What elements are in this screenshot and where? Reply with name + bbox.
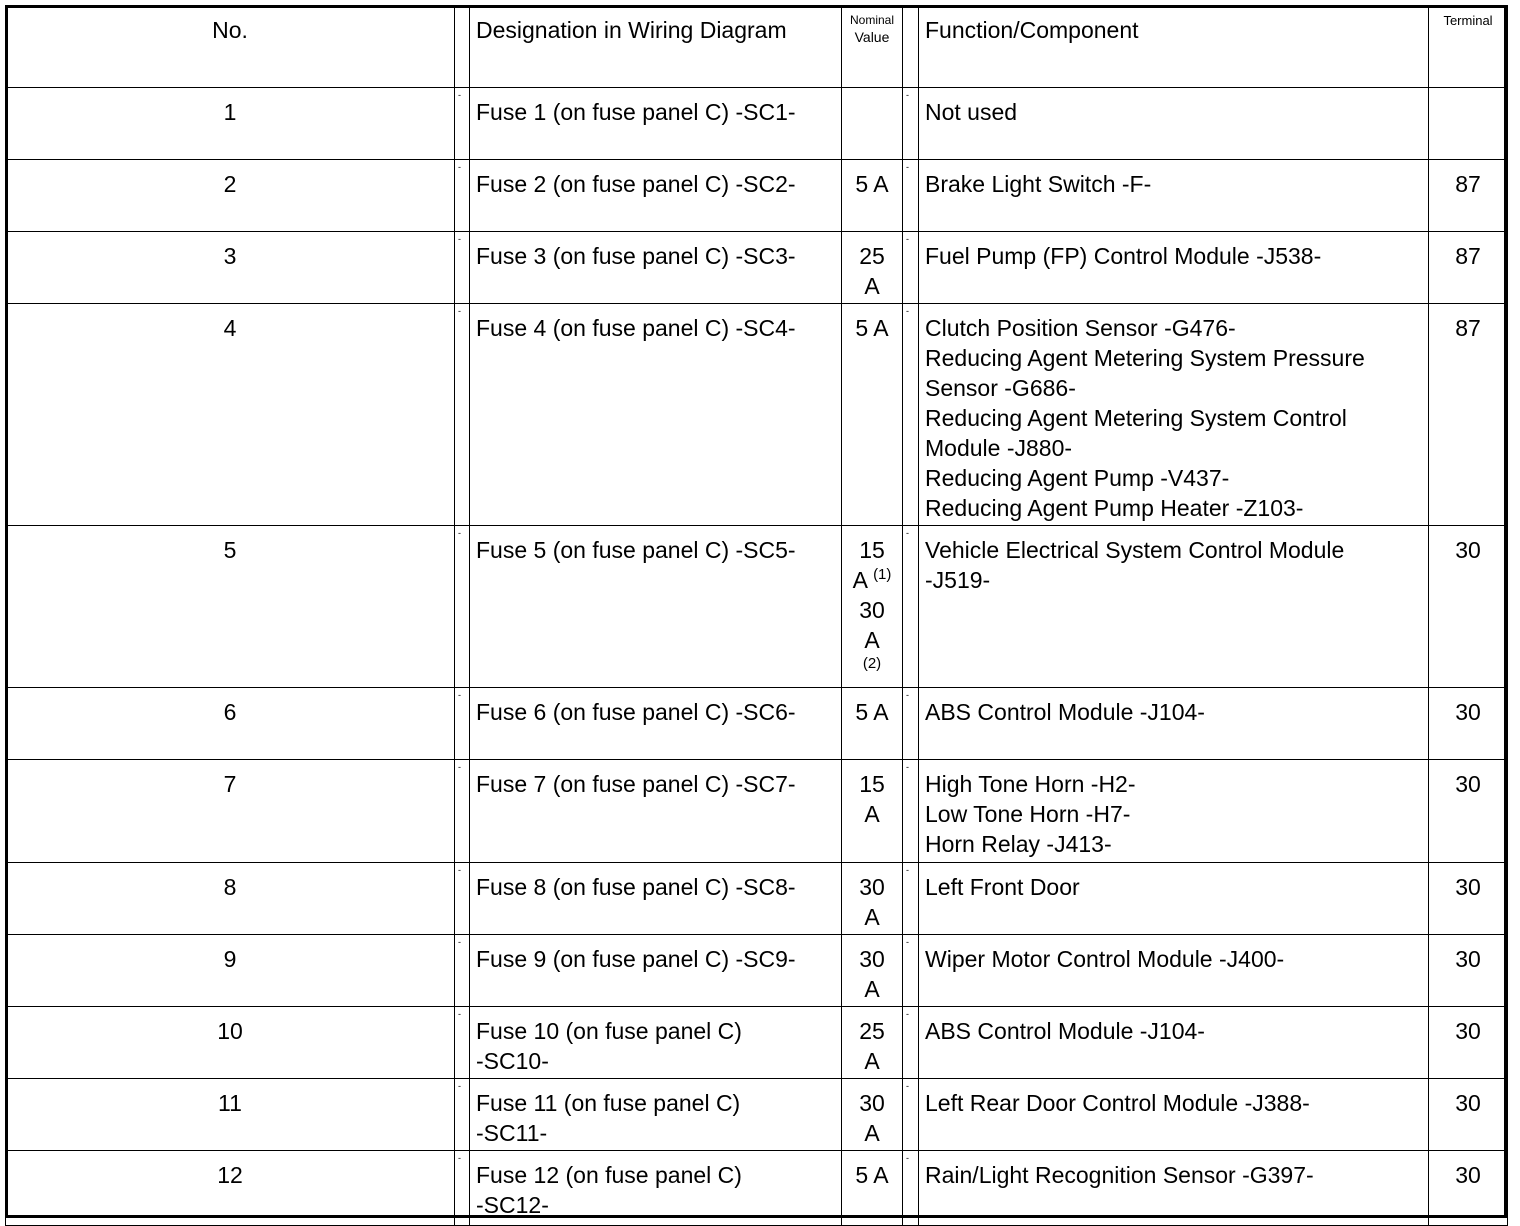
function-line: Rain/Light Recognition Sensor -G397-: [925, 1162, 1314, 1188]
row-designation: [470, 863, 842, 935]
row-designation: [470, 1007, 842, 1079]
nominal-line: A: [864, 273, 880, 299]
row-number: 4: [6, 304, 455, 526]
row-mark-2: -: [903, 935, 919, 1007]
designation-line: -SC12-: [476, 1192, 549, 1218]
row-designation: [470, 160, 842, 232]
row-number: 8: [6, 863, 455, 935]
row-mark: -: [455, 935, 470, 1007]
designation-line: Fuse 9 (on fuse panel C) -SC9-: [476, 946, 796, 972]
row-designation: [470, 1151, 842, 1226]
row-terminal: 87: [1429, 160, 1508, 232]
row-mark-2: -: [903, 304, 919, 526]
row-nominal-value: [842, 1079, 903, 1151]
designation-line: Fuse 3 (on fuse panel C) -SC3-: [476, 243, 796, 269]
row-designation: [470, 935, 842, 1007]
row-nominal-value: [842, 935, 903, 1007]
row-mark: -: [455, 232, 470, 304]
row-mark-2: -: [903, 1079, 919, 1151]
row-nominal-value: [842, 232, 903, 304]
nominal-line: 5 A: [855, 1162, 889, 1188]
row-mark: -: [455, 526, 470, 688]
function-line: ABS Control Module -J104-: [925, 699, 1205, 725]
table-row: [6, 863, 1508, 935]
row-terminal: 87: [1429, 232, 1508, 304]
nominal-line: 25: [859, 1018, 885, 1044]
row-terminal: 30: [1429, 688, 1508, 760]
function-line: Reducing Agent Pump Heater -Z103-: [925, 495, 1304, 521]
nominal-footnote-1: (1): [873, 566, 892, 583]
row-mark-2: -: [903, 1151, 919, 1226]
designation-line: Fuse 6 (on fuse panel C) -SC6-: [476, 699, 796, 725]
row-number: 3: [6, 232, 455, 304]
nominal-line: A: [864, 801, 880, 827]
nominal-line: 30: [859, 946, 885, 972]
nominal-unit-with-note: [842, 565, 902, 595]
row-function: [919, 526, 1429, 688]
header-no: No.: [6, 6, 455, 88]
header-row: [6, 6, 1508, 88]
function-line: Left Rear Door Control Module -J388-: [925, 1090, 1310, 1116]
table-row: [6, 526, 1508, 688]
row-function: [919, 232, 1429, 304]
nominal-line: 15: [859, 537, 885, 563]
designation-line: -SC11-: [476, 1120, 548, 1146]
function-line: Reducing Agent Metering System Pressure: [925, 345, 1365, 371]
row-mark-2: -: [903, 160, 919, 232]
row-designation: [470, 304, 842, 526]
row-function: [919, 1151, 1429, 1226]
row-mark: -: [455, 304, 470, 526]
row-function: [919, 1079, 1429, 1151]
function-line: Fuel Pump (FP) Control Module -J538-: [925, 243, 1322, 269]
row-mark-2: -: [903, 688, 919, 760]
header-nominal-line1: Nominal: [849, 13, 894, 27]
table-row: [6, 688, 1508, 760]
nominal-line: 15: [859, 771, 885, 797]
function-line: Module -J880-: [925, 435, 1073, 461]
nominal-line: A: [864, 1120, 880, 1146]
row-mark: -: [455, 1079, 470, 1151]
row-nominal-value: [842, 304, 903, 526]
row-mark: -: [455, 760, 470, 863]
row-nominal-value: [842, 526, 903, 688]
table-row: [6, 760, 1508, 863]
row-function: [919, 935, 1429, 1007]
row-terminal: 30: [1429, 935, 1508, 1007]
row-function: [919, 88, 1429, 160]
row-mark-2: -: [903, 760, 919, 863]
table-row: [6, 88, 1508, 160]
row-nominal-value: [842, 88, 903, 160]
row-mark-2: -: [903, 88, 919, 160]
nominal-line: 5 A: [855, 171, 889, 197]
row-number: 7: [6, 760, 455, 863]
designation-line: Fuse 2 (on fuse panel C) -SC2-: [476, 171, 796, 197]
header-terminal: Terminal: [1429, 6, 1508, 88]
row-number: 12: [6, 1151, 455, 1226]
nominal-line: A: [864, 976, 880, 1002]
row-mark-2: -: [903, 863, 919, 935]
function-line: Reducing Agent Metering System Control: [925, 405, 1347, 431]
row-designation: [470, 526, 842, 688]
designation-line: -SC10-: [476, 1048, 549, 1074]
fuse-table: [5, 5, 1508, 1226]
row-terminal: 30: [1429, 863, 1508, 935]
nominal-line: A: [864, 1048, 880, 1074]
header-nominal-value: [842, 6, 903, 88]
designation-line: Fuse 1 (on fuse panel C) -SC1-: [476, 99, 796, 125]
designation-line: Fuse 7 (on fuse panel C) -SC7-: [476, 771, 796, 797]
row-designation: [470, 232, 842, 304]
row-terminal: 30: [1429, 526, 1508, 688]
nominal-line: 30: [859, 1090, 885, 1116]
header-designation: Designation in Wiring Diagram: [470, 6, 842, 88]
function-line: Not used: [925, 99, 1018, 125]
row-designation: [470, 88, 842, 160]
nominal-line: A: [864, 627, 880, 653]
nominal-line: 5 A: [855, 315, 889, 341]
header-mark-column-2: [903, 6, 919, 88]
row-terminal: [1429, 88, 1508, 160]
row-designation: [470, 760, 842, 863]
function-line: Brake Light Switch -F-: [925, 171, 1152, 197]
header-nominal-line2: Value: [854, 29, 890, 45]
row-number: 5: [6, 526, 455, 688]
function-line: High Tone Horn -H2-: [925, 771, 1136, 797]
row-terminal: 30: [1429, 1007, 1508, 1079]
function-line: Horn Relay -J413-: [925, 831, 1112, 857]
header-function: Function/Component: [919, 6, 1429, 88]
row-nominal-value: [842, 1007, 903, 1079]
designation-line: Fuse 5 (on fuse panel C) -SC5-: [476, 537, 796, 563]
table-row: [6, 935, 1508, 1007]
row-function: [919, 863, 1429, 935]
row-function: [919, 760, 1429, 863]
row-mark-2: -: [903, 1007, 919, 1079]
row-mark: -: [455, 863, 470, 935]
nominal-line: 30: [859, 597, 885, 623]
row-nominal-value: [842, 160, 903, 232]
row-function: [919, 1007, 1429, 1079]
function-line: Clutch Position Sensor -G476-: [925, 315, 1236, 341]
function-line: Low Tone Horn -H7-: [925, 801, 1131, 827]
table-row: [6, 232, 1508, 304]
row-mark-2: -: [903, 526, 919, 688]
row-terminal: 30: [1429, 1079, 1508, 1151]
row-number: 2: [6, 160, 455, 232]
nominal-line: 5 A: [855, 699, 889, 725]
function-line: ABS Control Module -J104-: [925, 1018, 1205, 1044]
row-terminal: 87: [1429, 304, 1508, 526]
function-line: Sensor -G686-: [925, 375, 1076, 401]
header-mark-column: [455, 6, 470, 88]
row-function: [919, 304, 1429, 526]
nominal-line: 30: [859, 874, 885, 900]
table-row: [6, 304, 1508, 526]
table-row: [6, 1151, 1508, 1226]
nominal-line: A: [852, 567, 867, 593]
designation-line: Fuse 4 (on fuse panel C) -SC4-: [476, 315, 796, 341]
row-mark-2: -: [903, 232, 919, 304]
row-number: 10: [6, 1007, 455, 1079]
nominal-footnote-2: (2): [862, 655, 882, 672]
function-line: Reducing Agent Pump -V437-: [925, 465, 1230, 491]
nominal-line: 25: [859, 243, 885, 269]
row-number: 9: [6, 935, 455, 1007]
row-function: [919, 688, 1429, 760]
table-row: [6, 1079, 1508, 1151]
row-mark: -: [455, 1007, 470, 1079]
designation-line: Fuse 11 (on fuse panel C): [476, 1090, 741, 1116]
row-mark: -: [455, 1151, 470, 1226]
row-nominal-value: [842, 760, 903, 863]
function-line: Wiper Motor Control Module -J400-: [925, 946, 1285, 972]
row-nominal-value: [842, 688, 903, 760]
row-terminal: 30: [1429, 760, 1508, 863]
row-nominal-value: [842, 1151, 903, 1226]
row-mark: -: [455, 688, 470, 760]
nominal-line: A: [864, 904, 880, 930]
row-number: 1: [6, 88, 455, 160]
row-mark: -: [455, 88, 470, 160]
row-nominal-value: [842, 863, 903, 935]
row-mark: -: [455, 160, 470, 232]
function-line: Vehicle Electrical System Control Module: [925, 537, 1345, 563]
designation-line: Fuse 12 (on fuse panel C): [476, 1162, 742, 1188]
table-row: [6, 160, 1508, 232]
designation-line: Fuse 10 (on fuse panel C): [476, 1018, 742, 1044]
function-line: -J519-: [925, 567, 991, 593]
row-number: 11: [6, 1079, 455, 1151]
row-designation: [470, 688, 842, 760]
designation-line: Fuse 8 (on fuse panel C) -SC8-: [476, 874, 796, 900]
row-designation: [470, 1079, 842, 1151]
row-number: 6: [6, 688, 455, 760]
table-row: [6, 1007, 1508, 1079]
row-function: [919, 160, 1429, 232]
row-terminal: 30: [1429, 1151, 1508, 1226]
function-line: Left Front Door: [925, 874, 1080, 900]
